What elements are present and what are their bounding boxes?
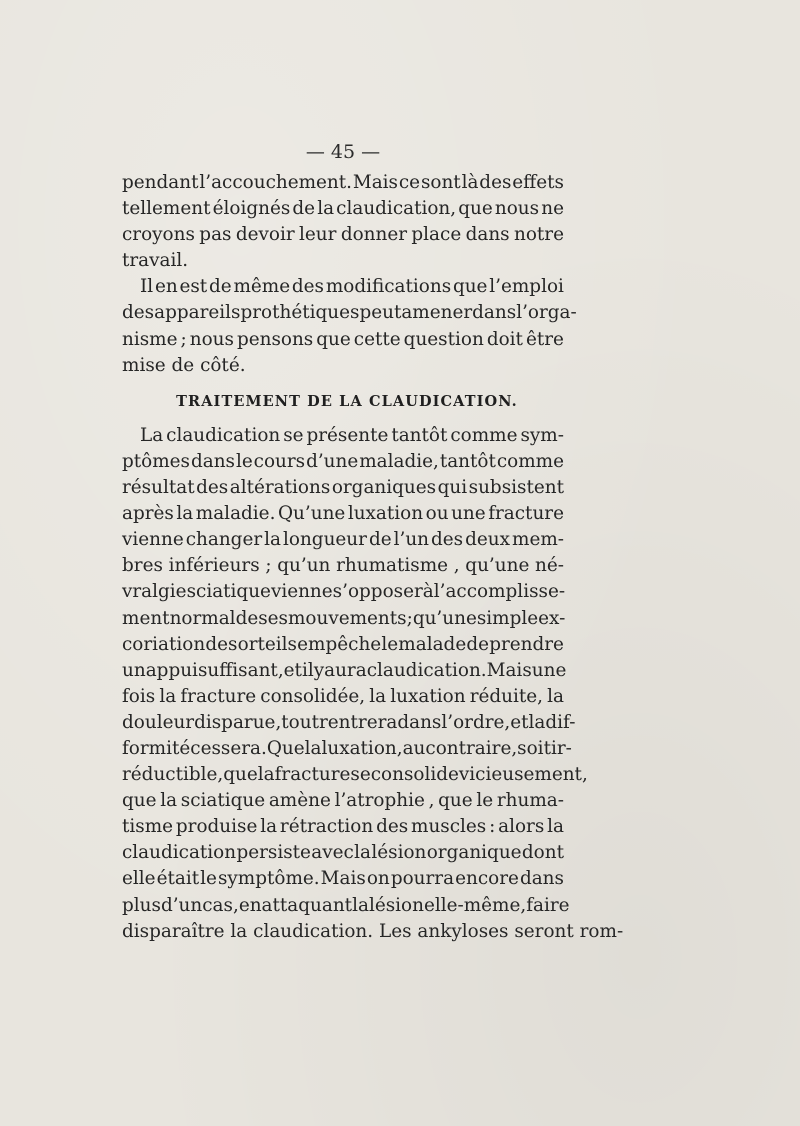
text-line: ptômes dans le cours d’une maladie, tantôt comme xyxy=(122,450,564,472)
text-line: travail. xyxy=(122,250,189,272)
text-line: mise de côté. xyxy=(122,354,246,376)
text-line: coriation des orteils empêche le malade de prendre xyxy=(122,633,564,655)
text-line: que la sciatique amène l’atrophie , que le rhuma- xyxy=(122,790,564,812)
page-number: — 45 — xyxy=(305,141,381,163)
text-line: réductible, que la fracture se consolide vicieusement, xyxy=(122,764,588,786)
paragraph-3 xyxy=(122,423,624,945)
text-line: vienne changer la longueur de l’un des deux mem- xyxy=(122,529,564,551)
text-line: formité cessera. Que la luxation, au contraire, soit ir- xyxy=(122,737,572,759)
text-line: tisme produise la rétraction des muscles : alors la xyxy=(122,816,564,838)
text-line: elle était le symptôme. Mais on pourra encore dans xyxy=(122,868,564,890)
text-line: disparaître la claudication. Les ankyloses seront rom- xyxy=(122,920,624,942)
text-line: vralgie sciatique vienne s’opposer à l’accomplisse- xyxy=(122,581,566,603)
text-line: La claudication se présente tantôt comme sym- xyxy=(140,424,564,446)
text-line: tellement éloignés de la claudication, que nous ne xyxy=(122,198,564,220)
text-line: claudication persiste avec la lésion organique dont xyxy=(122,842,564,864)
text-line: résultat des altérations organiques qui subsistent xyxy=(122,477,564,499)
text-line: bres inférieurs ; qu’un rhumatisme , qu’une né- xyxy=(122,555,564,577)
text-line: Il en est de même des modifications que l’emploi xyxy=(140,276,564,298)
text-line: douleur disparue, tout rentrera dans l’ordre, et la dif- xyxy=(122,711,576,733)
text-line: un appui suffisant, et il y aura claudication. Mais une xyxy=(122,659,567,681)
text-line: plus d’un cas, en attaquant la lésion elle-même, faire xyxy=(122,894,570,916)
text-line: croyons pas devoir leur donner place dans notre xyxy=(122,224,564,246)
text-line: pendant l’accouchement. Mais ce sont là des effets xyxy=(122,172,564,193)
text-line: nisme ; nous pensons que cette question doit être xyxy=(122,328,564,350)
text-line: des appareils prothétiques peut amener dans l’orga- xyxy=(122,302,577,324)
paragraph-2 xyxy=(122,274,577,378)
body-text xyxy=(122,170,624,945)
text-line: fois la fracture consolidée, la luxation réduite, la xyxy=(122,685,564,707)
text-line: ment normal de ses mouvements ; qu’une simple ex- xyxy=(122,607,566,629)
section-heading: TRAITEMENT DE LA CLAUDICATION. xyxy=(176,392,518,410)
paragraph-1 xyxy=(122,170,564,274)
text-line: après la maladie. Qu’une luxation ou une fracture xyxy=(122,503,564,525)
